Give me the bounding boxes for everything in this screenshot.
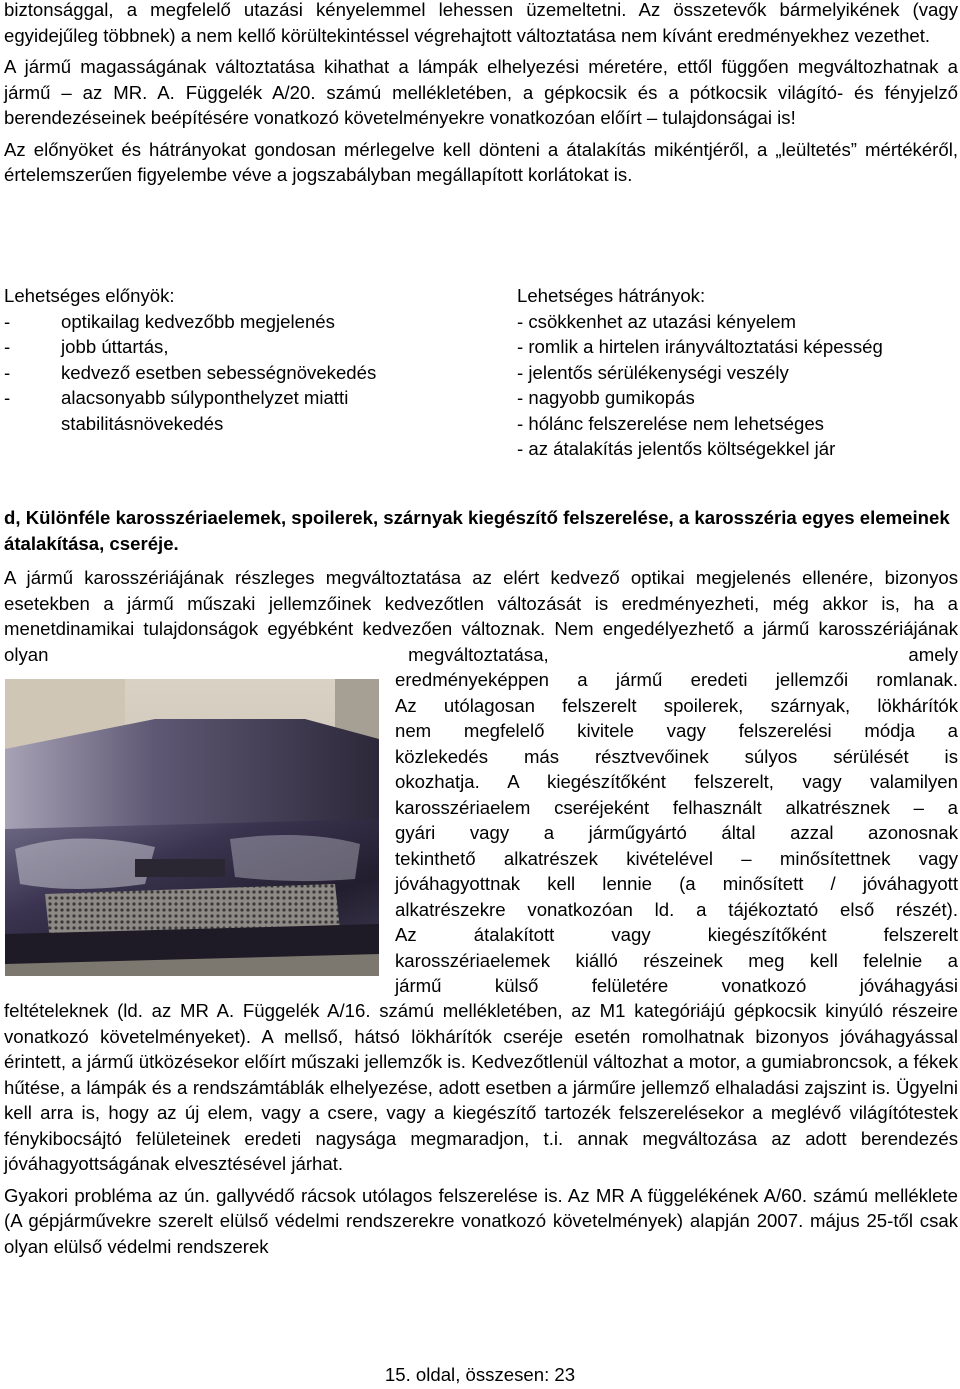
list-item: - jelentős sérülékenységi veszély bbox=[517, 361, 789, 383]
paragraph-intro-continuation: biztonsággal, a megfelelő utazási kényelemmel lehessen üzemeltetni. Az összetevők bármelyikének (vagy egyidejűleg többnek) a nem kellő körültekintéssel végrehajtott változtatása nem kívánt eredményekhez vezethet. bbox=[4, 0, 958, 46]
list-item bbox=[4, 385, 474, 436]
list-item: - hólánc felszerelése nem lehetséges bbox=[517, 412, 824, 434]
list-item: - csökkenhet az utazási kényelem bbox=[517, 310, 797, 332]
car-photo bbox=[5, 679, 379, 976]
section-d-lead bbox=[4, 565, 958, 667]
disadvantages-list bbox=[517, 283, 958, 462]
section-d-tail bbox=[4, 998, 958, 1259]
list-dash: - bbox=[4, 336, 11, 357]
paragraph-weigh-pros-cons: Az előnyöket és hátrányokat gondosan mérlegelve kell dönteni a átalakítás mikéntjéről, a „leültetés” mértékéről, értelemszerűen figyelembe véve a jogszabályban megállapított korlátokat is. bbox=[4, 138, 958, 185]
list-item: - nagyobb gumikopás bbox=[517, 387, 695, 408]
list-item: - romlik a hirtelen irányváltoztatási képesség bbox=[517, 336, 883, 357]
advantages-list bbox=[4, 283, 474, 436]
float-line: Az utólagosan felszerelt spoilerek, szárnyak, lökhárítók bbox=[395, 694, 958, 716]
intro-section bbox=[4, 0, 958, 188]
float-line: gyári vagy a járműgyártó által azzal azonosnak bbox=[395, 822, 958, 843]
list-item bbox=[4, 309, 474, 335]
float-line: Az átalakított vagy kiegészítőként felszerelt bbox=[395, 924, 958, 945]
disadvantages-heading: Lehetséges hátrányok: bbox=[517, 285, 706, 306]
list-dash: - bbox=[4, 387, 11, 408]
float-line: eredményeképpen a jármű eredeti jellemzői romlanak. bbox=[395, 669, 958, 690]
list-item bbox=[4, 360, 474, 386]
section-d-heading: d, Különféle karosszériaelemek, spoilerek, szárnyak kiegészítő felszerelése, a karosszéria egyes elemeinek átalakítása, cseréje. bbox=[4, 507, 950, 554]
text-beside-photo bbox=[395, 667, 958, 999]
float-line: jóváhagyottnak kell lennie (a minősített / jóváhagyott bbox=[395, 873, 958, 894]
float-line: karosszériaelem cseréjeként felhasznált alkatrésznek – a bbox=[395, 796, 958, 818]
paragraph-bull-bar: Gyakori probléma az ún. gallyvédő rácsok utólagos felszerelése is. Az MR A függelékének A/60. számú melléklete (A gépjárművekre szerelt elülső védelmi rendszerekre vonatkozó követelmények) alapján 2007. május 25-től csak olyan elülső védelmi rendszerek bbox=[4, 1184, 958, 1257]
advantages-heading: Lehetséges előnyök: bbox=[4, 285, 175, 306]
list-item bbox=[4, 334, 474, 360]
float-line: közlekedés más résztvevőinek súlyos sérülését is bbox=[395, 745, 958, 767]
list-dash: - bbox=[4, 310, 11, 332]
paragraph-bodywork-lead: A jármű karosszériájának részleges megváltoztatása az elért kedvező optikai megjelenés ellenére, bizonyos esetekben a jármű műszaki jellemzőinek kedvezőtlen változását is eredményezheti, még akkor is, ha a menetdinamikai tulajdonságok egyébként kedvezően változnak. Nem engedélyezhető a jármű karosszériájának olyan megváltoztatása, amely bbox=[4, 567, 958, 665]
float-line: nem megfelelő kivitele vagy felszerelési módja a bbox=[395, 720, 958, 741]
list-item-text: jobb úttartás, bbox=[61, 336, 169, 357]
paragraph-bodywork-tail: feltételeknek (ld. az MR A. Függelék A/16. számú mellékletében, az M1 kategóriájú gépkocsik kinyúló részeire vonatkozó követelményeket). A mellső, hátsó lökhárítók cseréje esetén romolhatnak bizonyos jóváhagyással érintett, a jármű ütközésekor előírt műszaki jellemzők is. Kedvezőtlenül változhat a motor, a gumiabroncsok, a fékek hűtése, a lámpák és a rendszámtáblák elhelyezése, adott esetben a járműre jellemző elhaladási zajszint is. Ügyelni kell arra is, hogy az új elem, vagy a csere, vagy a kiegészítő tartozék felszerelésekor a meglévő világítótestek fénykibocsájtó felületeinek eredeti nagysága megmaradjon, t.i. annak megváltozása az adott berendezés jóváhagyottságának elvesztésével járhat. bbox=[4, 1000, 958, 1174]
float-line: jármű külső felületére vonatkozó jóváhagyási bbox=[395, 975, 958, 996]
float-line: tekinthető alkatrészek kivételével – minősítettnek vagy bbox=[395, 847, 958, 869]
page-footer: 15. oldal, összesen: 23 bbox=[384, 1364, 576, 1385]
float-line: alkatrészekre vonatkozóan ld. a tájékoztató első részét). bbox=[395, 898, 958, 920]
car-photo-drawing bbox=[5, 679, 379, 976]
list-item-text: kedvező esetben sebességnövekedés bbox=[61, 361, 377, 383]
list-item-text: alacsonyabb súlyponthelyzet miatti stabilitásnövekedés bbox=[61, 387, 349, 434]
float-line: okozhatja. A kiegészítőként felszerelt, vagy valamilyen bbox=[395, 771, 958, 792]
list-item-text: optikailag kedvezőbb megjelenés bbox=[61, 310, 335, 332]
list-dash: - bbox=[4, 361, 11, 383]
list-item: - az átalakítás jelentős költségekkel jár bbox=[517, 438, 836, 459]
paragraph-vehicle-height: A jármű magasságának változtatása kihathat a lámpák elhelyezési méretére, ettől függően megváltozhatnak a jármű – az MR. A. Függelék A/20. számú mellékletében, a gépkocsik és a pótkocsik világító- és fényjelző berendezéseinek beépítésére vonatkozó követelményekre vonatkozóan előírt – tulajdonságai is! bbox=[4, 56, 958, 128]
float-line: karosszériaelemek kiálló részeinek meg kell felelnie a bbox=[395, 949, 958, 971]
